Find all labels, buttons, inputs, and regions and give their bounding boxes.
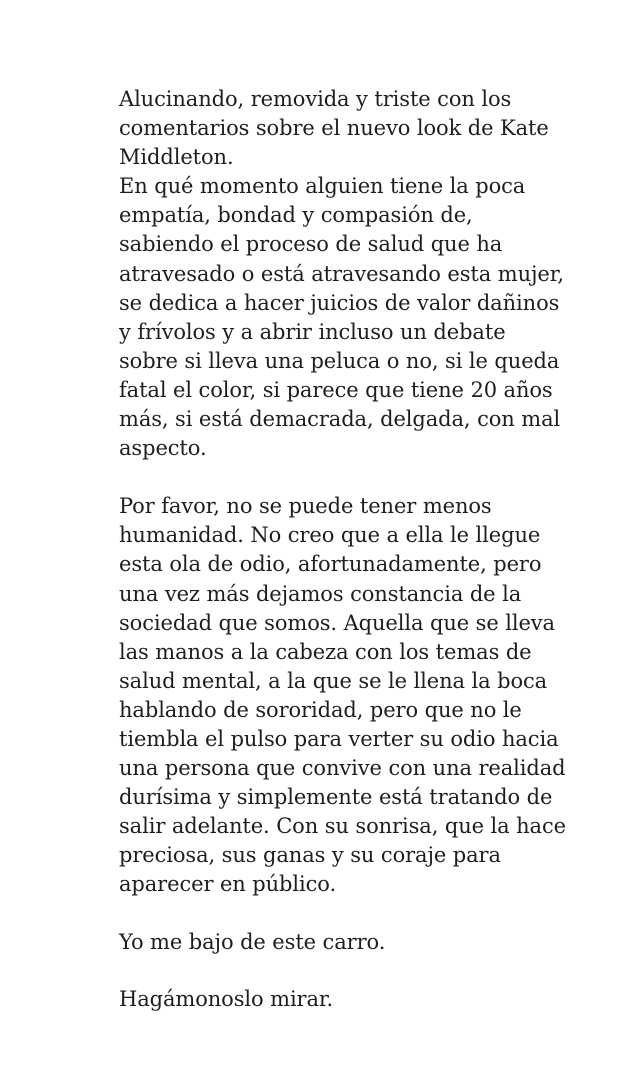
text-line: se dedica a hacer juicios de valor dañinos [119, 290, 560, 315]
text-line: sobre si lleva una peluca o no, si le queda [119, 348, 560, 373]
text-line: humanidad. No creo que a ella le llegue [119, 523, 541, 548]
text-line: Por favor, no se puede tener menos [119, 494, 492, 519]
text-line: esta ola de odio, afortunadamente, pero [119, 552, 542, 577]
text-line: comentarios sobre el nuevo look de Kate [119, 116, 549, 141]
text-line: Middleton. [119, 145, 234, 170]
paragraph-spacer [119, 900, 619, 928]
paragraph-2 [119, 492, 619, 899]
paragraph-1 [119, 85, 619, 463]
text-line: una persona que convive con una realidad [119, 756, 566, 781]
text-line: preciosa, sus ganas y su coraje para [119, 843, 501, 868]
text-block [119, 85, 619, 1014]
text-line: y frívolos y a abrir incluso un debate [119, 319, 506, 344]
text-line: una vez más dejamos constancia de la [119, 581, 522, 606]
text-line: atravesado o está atravesando esta mujer, [119, 261, 564, 286]
paragraph-spacer [119, 957, 619, 985]
text-line: más, si está demacrada, delgada, con mal [119, 407, 561, 432]
text-line: sociedad que somos. Aquella que se lleva [119, 610, 555, 635]
text-line: fatal el color, si parece que tiene 20 años [119, 377, 553, 402]
text-line: las manos a la cabeza con los temas de [119, 639, 532, 664]
text-line: Alucinando, removida y triste con los [119, 87, 512, 111]
text-line: durísima y simplemente está tratando de [119, 785, 553, 810]
text-line: sabiendo el proceso de salud que ha [119, 232, 503, 257]
text-line: En qué momento alguien tiene la poca [119, 174, 526, 199]
text-line: aparecer en público. [119, 872, 337, 897]
text-line: aspecto. [119, 436, 207, 461]
text-line: Hagámonoslo mirar. [119, 986, 334, 1011]
text-line: empatía, bondad y compasión de, [119, 203, 473, 228]
text-line: Yo me bajo de este carro. [119, 929, 386, 954]
paragraph-spacer [119, 463, 619, 492]
text-line: salud mental, a la que se le llena la boca [119, 668, 548, 693]
paragraph-4 [119, 985, 619, 1014]
text-line: salir adelante. Con su sonrisa, que la hace [119, 814, 566, 839]
text-line: tiembla el pulso para verter su odio hacia [119, 726, 559, 751]
paragraph-3 [119, 928, 619, 957]
text-line: hablando de sororidad, pero que no le [119, 697, 522, 722]
